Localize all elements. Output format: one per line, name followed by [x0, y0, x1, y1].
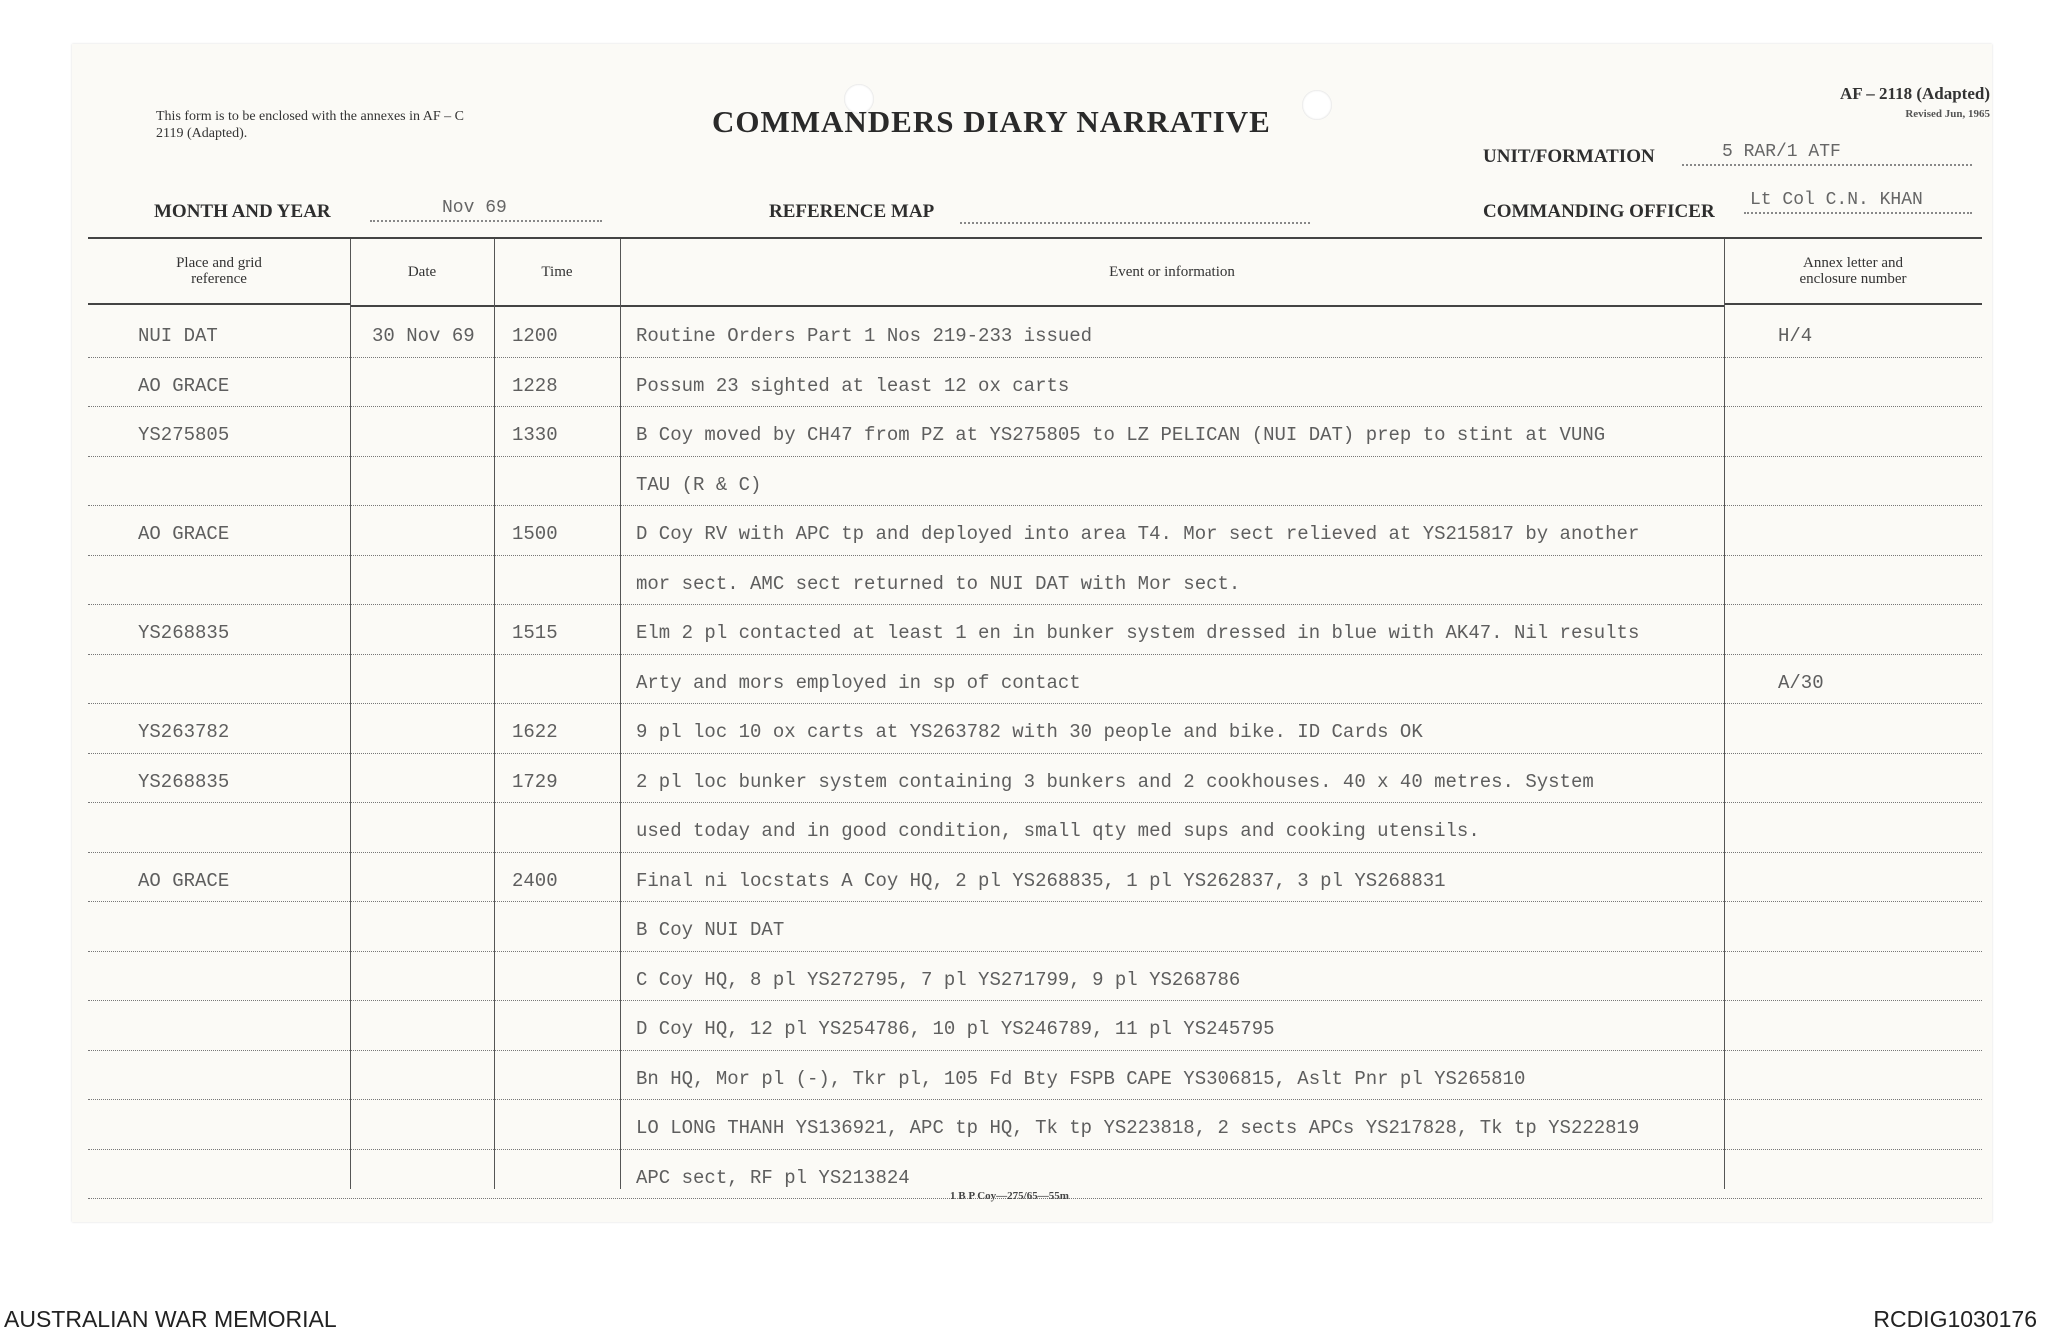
table-row	[88, 703, 1982, 754]
cell-event: LO LONG THANH YS136921, APC tp HQ, Tk tp YS223818, 2 sects APCs YS217828, Tk tp YS222819	[636, 1117, 1640, 1139]
top-margin	[0, 0, 2047, 44]
cell-event: Final ni locstats A Coy HQ, 2 pl YS268835, 1 pl YS262837, 3 pl YS268831	[636, 869, 1446, 892]
cell-time: 1228	[512, 374, 558, 397]
cell-place: AO GRACE	[138, 374, 230, 397]
col-header-date: Date	[350, 239, 494, 307]
cell-time: 2400	[512, 869, 558, 892]
punch-hole-right	[1302, 90, 1332, 120]
cell-event: D Coy HQ, 12 pl YS254786, 10 pl YS246789, 11 pl YS245795	[636, 1018, 1275, 1040]
cell-annex: A/30	[1778, 671, 1824, 694]
cell-event: Elm 2 pl contacted at least 1 en in bunker system dressed in blue with AK47. Nil results	[636, 622, 1640, 644]
cell-event: C Coy HQ, 8 pl YS272795, 7 pl YS271799, 9 pl YS268786	[636, 968, 1241, 991]
cell-event: 9 pl loc 10 ox carts at YS263782 with 30 people and bike. ID Cards OK	[636, 721, 1423, 743]
month-label: MONTH AND YEAR	[154, 201, 331, 222]
table-row	[88, 406, 1982, 457]
cell-event: B Coy NUI DAT	[636, 919, 785, 941]
cell-event: APC sect, RF pl YS213824	[636, 1166, 910, 1189]
cell-place: NUI DAT	[138, 325, 218, 347]
map-label: REFERENCE MAP	[769, 201, 935, 222]
col-header-annex: Annex letter and enclosure number	[1724, 239, 1982, 305]
table-row	[88, 456, 1982, 507]
table-row	[88, 505, 1982, 556]
page-title: COMMANDERS DIARY NARRATIVE	[712, 104, 1271, 139]
cell-annex: H/4	[1778, 325, 1813, 347]
printer-note: 1 B P Coy—275/65—55m	[950, 1190, 1069, 1202]
cell-time: 1500	[512, 523, 558, 545]
revised-date: Revised Jun, 1965	[1905, 108, 1990, 120]
map-field	[960, 198, 1310, 224]
table-row	[88, 753, 1982, 804]
col-header-place: Place and grid reference	[88, 239, 350, 305]
diary-table	[88, 237, 1982, 1189]
co-field: Lt Col C.N. KHAN	[1744, 190, 1972, 214]
table-row	[88, 951, 1982, 1002]
cell-event: Possum 23 sighted at least 12 ox carts	[636, 374, 1070, 397]
diary-sheet	[72, 44, 1992, 1222]
unit-label: UNIT/FORMATION	[1483, 146, 1655, 167]
cell-time: 1200	[512, 325, 558, 347]
cell-place: YS263782	[138, 721, 230, 743]
cell-place: YS268835	[138, 770, 230, 793]
cell-place: AO GRACE	[138, 869, 230, 892]
table-row	[88, 1000, 1982, 1051]
month-field: Nov 69	[370, 198, 602, 222]
cell-event: TAU (R & C)	[636, 473, 762, 496]
table-row	[88, 555, 1982, 606]
table-row	[88, 604, 1982, 655]
co-label: COMMANDING OFFICER	[1483, 201, 1715, 222]
table-row	[88, 357, 1982, 408]
cell-event: Bn HQ, Mor pl (-), Tkr pl, 105 Fd Bty FSPB CAPE YS306815, Aslt Pnr pl YS265810	[636, 1067, 1526, 1090]
cell-time: 1515	[512, 622, 558, 644]
cell-event: Arty and mors employed in sp of contact	[636, 671, 1081, 694]
cell-event: D Coy RV with APC tp and deployed into area T4. Mor sect relieved at YS215817 by another	[636, 523, 1640, 545]
unit-field: 5 RAR/1 ATF	[1682, 142, 1972, 166]
cell-date: 30 Nov 69	[372, 325, 475, 347]
table-row	[88, 1050, 1982, 1101]
enclosure-note: This form is to be enclosed with the annexes in AF – C 2119 (Adapted).	[156, 109, 464, 141]
cell-event: mor sect. AMC sect returned to NUI DAT with Mor sect.	[636, 572, 1241, 595]
table-row	[88, 802, 1982, 853]
cell-place: YS275805	[138, 424, 230, 446]
cell-time: 1622	[512, 721, 558, 743]
table-row	[88, 654, 1982, 705]
cell-place: YS268835	[138, 622, 230, 644]
cell-event: B Coy moved by CH47 from PZ at YS275805 to LZ PELICAN (NUI DAT) prep to stint at VUNG	[636, 424, 1606, 446]
table-row	[88, 1099, 1982, 1150]
archive-name: AUSTRALIAN WAR MEMORIAL	[4, 1306, 337, 1332]
cell-event: used today and in good condition, small qty med sups and cooking utensils.	[636, 820, 1480, 842]
table-row	[88, 852, 1982, 903]
cell-time: 1729	[512, 770, 558, 793]
archive-id: RCDIG1030176	[1873, 1306, 2037, 1332]
cell-time: 1330	[512, 424, 558, 446]
table-row	[88, 901, 1982, 952]
col-header-time: Time	[494, 239, 620, 307]
cell-place: AO GRACE	[138, 523, 230, 545]
table-row	[88, 307, 1982, 358]
col-header-event: Event or information	[620, 239, 1724, 307]
form-number: AF – 2118 (Adapted)	[1839, 84, 1990, 103]
cell-event: 2 pl loc bunker system containing 3 bunkers and 2 cookhouses. 40 x 40 metres. System	[636, 770, 1594, 793]
cell-event: Routine Orders Part 1 Nos 219-233 issued	[636, 325, 1093, 347]
